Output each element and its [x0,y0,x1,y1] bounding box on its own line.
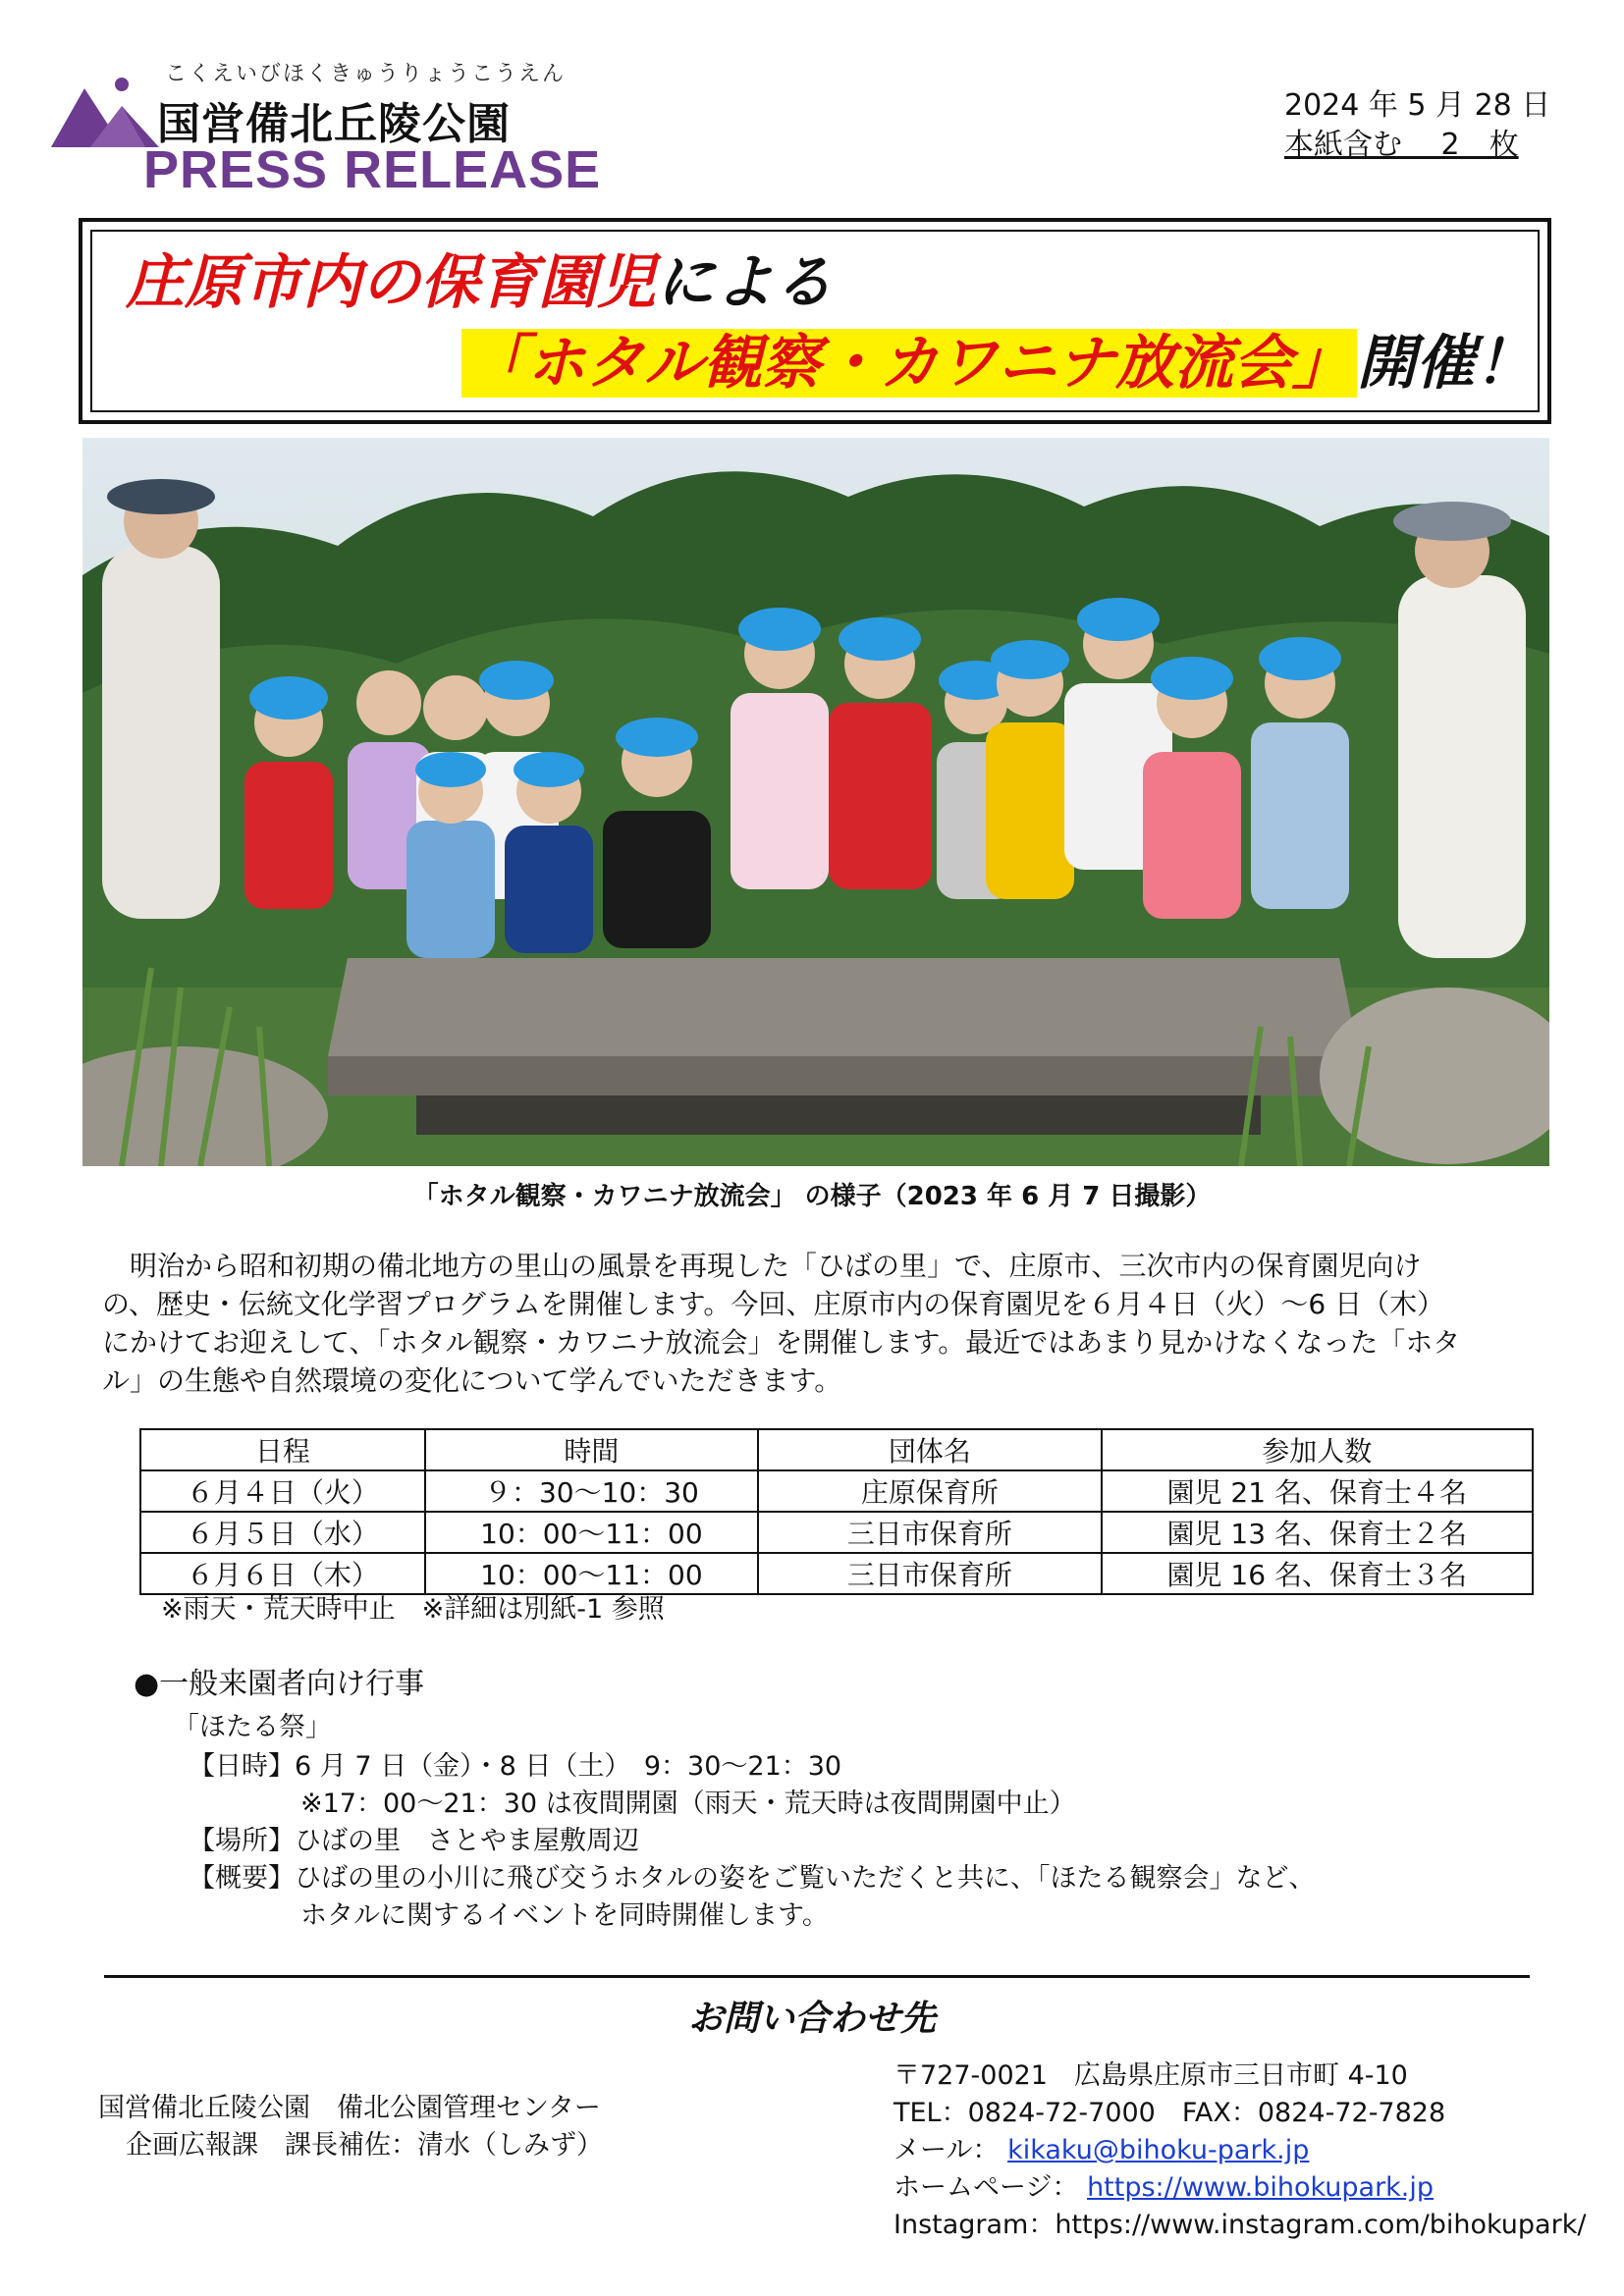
event-date-note: ※17：00～21：30 は夜間開園（雨天・荒天時は夜間開園中止） [300,1789,1076,1819]
event-place-value: ひばの里 さとやま屋敷周辺 [295,1826,639,1856]
event-name: 「ほたる祭」 [173,1712,332,1742]
homepage-link[interactable]: https://www.bihokupark.jp [1087,2172,1435,2203]
event-place-label: 【場所】 [189,1826,295,1856]
contact-title: お問い合わせ先 [687,1999,936,2039]
contact-address: 〒727-0021 広島県庄原市三日市町 4-10 [893,2060,1408,2091]
event-date-label: 【日時】 [189,1751,295,1782]
intro-line: にかけてお迎えして、「ホタル観察・カワニナ放流会」を開催します。最近ではあまり見かけなくなった「ホタ [102,1326,1461,1359]
title-announce: 開催！ [1357,329,1534,398]
title-line-2 [461,316,1534,400]
contact-homepage-row [893,2165,1434,2204]
title-event-name: 「ホタル観察・カワニナ放流会」 [461,329,1357,398]
schedule-table [139,1428,1534,1595]
org-name-ruby: こくえいびほくきゅうりょうこうえん [165,62,567,86]
schedule-note: ※雨天・荒天時中止 ※詳細は別紙-1 参照 [161,1594,665,1625]
event-place-row [189,1819,639,1857]
org-name: 国営備北丘陵公園 [157,99,511,149]
divider [104,1975,1530,1978]
contact-instagram: Instagram：https://www.instagram.com/bihokupark/ [893,2210,1587,2240]
photo-caption: 「ホタル観察・カワニナ放流会」 の様子（2023 年 6 月 7 日撮影） [412,1182,1212,1211]
event-date-row [189,1744,841,1783]
intro-line: の、歴史・伝統文化学習プログラムを開催します。今回、庄原市内の保育園児を６月４日（火）～6 日（木） [102,1288,1445,1320]
cell-participants: 園児 13 名、保育士２名 [1102,1512,1534,1553]
table-row [140,1470,1533,1512]
event-photo [82,438,1549,1166]
cell-participants: 園児 16 名、保育士３名 [1102,1553,1534,1594]
mail-label: メール： [893,2135,1000,2165]
release-date: 2024 年 5 月 28 日 [1284,88,1551,123]
contact-mail-row [893,2128,1309,2166]
event-summary-row [189,1856,1316,1895]
table-row [140,1512,1533,1553]
intro-line: ル」の生態や自然環境の変化について学んでいただきます。 [102,1364,842,1397]
event-summary-line: ひばの里の小川に飛び交うホタルの姿をご覧いただくと共に、「ほたる観察会」など、 [295,1863,1316,1894]
cell-date: ６月４日（火） [140,1470,425,1512]
cell-group: 庄原保育所 [758,1470,1101,1512]
col-header-group: 団体名 [758,1429,1101,1470]
park-logo-icon [51,71,159,149]
cell-date: ６月５日（水） [140,1512,425,1553]
cell-group: 三日市保育所 [758,1553,1101,1594]
homepage-label: ホームページ： [893,2172,1079,2203]
table-header-row [140,1429,1533,1470]
contact-tel-fax: TEL：0824-72-7000 FAX：0824-72-7828 [893,2098,1446,2128]
col-header-date: 日程 [140,1429,425,1470]
mail-link[interactable]: kikaku@bihoku-park.jp [1007,2135,1310,2165]
event-summary-label: 【概要】 [189,1863,295,1894]
press-release-label: PRESS RELEASE [143,140,602,199]
title-line-1 [126,236,833,320]
title-particle: による [656,248,833,317]
cell-date: ６月６日（木） [140,1553,425,1594]
title-subject: 庄原市内の保育園児 [126,248,656,317]
col-header-time: 時間 [425,1429,759,1470]
contact-person: 企画広報課 課長補佐：清水（しみず） [126,2130,603,2161]
page-count: 本紙含む 2 枚 [1284,128,1519,162]
cell-time: ９：30～10：30 [425,1470,759,1512]
intro-paragraph [102,1247,1536,1400]
cell-group: 三日市保育所 [758,1512,1101,1553]
cell-participants: 園児 21 名、保育士４名 [1102,1470,1534,1512]
col-header-participants: 参加人数 [1102,1429,1534,1470]
events-heading: ●一般来園者向け行事 [134,1667,425,1701]
event-summary-line: ホタルに関するイベントを同時開催します。 [300,1900,829,1931]
contact-org: 国営備北丘陵公園 備北公園管理センター [98,2093,601,2123]
event-date-value: 6 月 7 日（金）・8 日（土） 9：30～21：30 [295,1751,842,1782]
cell-time: 10：00～11：00 [425,1553,759,1594]
cell-time: 10：00～11：00 [425,1512,759,1553]
intro-line: 明治から昭和初期の備北地方の里山の風景を再現した「ひばの里」で、庄原市、三次市内の保育園児向け [102,1250,1422,1282]
